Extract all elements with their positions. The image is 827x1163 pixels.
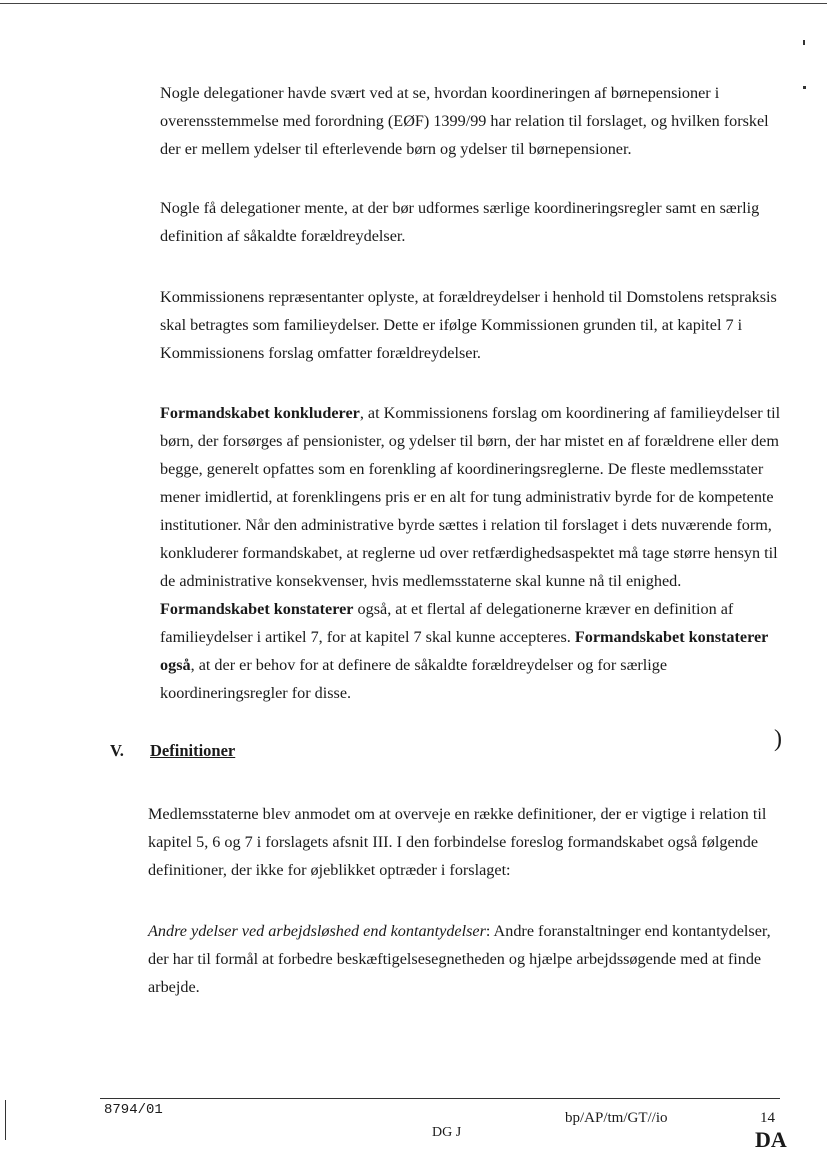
paragraph-6-definition xyxy=(148,917,788,1001)
footer-rule xyxy=(100,1098,780,1099)
paragraph-3: Kommissionens repræsentanter oplyste, at forældreydelser i henhold til Domstolens retspraksis skal betragtes som familieydelser. Dette er ifølge Kommissionen grunden til, at kapitel 7 i Kommissionens forslag omfatter forældreydelser. xyxy=(160,288,777,362)
text-segment: også, at et flertal af delegationerne kræver en definition af familieydelser i artikel 7, for at kapitel 7 skal kunne accepteres. xyxy=(160,600,734,646)
text-segment: , at der er behov for at definere de såkaldte forældreydelser og for særlige koordineringsregler for disse. xyxy=(160,656,668,702)
scan-mark xyxy=(803,86,806,89)
bold-statement: Formandskabet konstaterer også xyxy=(160,628,769,674)
footer-dg: DG J xyxy=(432,1125,462,1140)
scan-mark xyxy=(5,1100,6,1140)
definition-term: Andre ydelser ved arbejdsløshed end kontantydelser xyxy=(148,922,486,940)
paragraph-2: Nogle få delegationer mente, at der bør udformes særlige koordineringsregler samt en særlig definition af såkaldte forældreydelser. xyxy=(160,199,760,245)
text-segment: , at Kommissionens forslag om koordinering af familieydelser til børn, der forsørges af pensionister, og ydelser til børn, der har mistet en af forældrene eller dem begge, generelt opfattes som en forenkling af koordineringsreglerne. De fleste medlemsstater mener imidlertid, at forenklingens pris er en alt for tung administrativ byrde for de kompetente institutioner. Når den administrative byrde sættes i relation til forslaget i dets nuværende form, konkluderer formandskabet, at reglerne ud over retfærdighedsaspektet må tage større hensyn til de administrative konsekvenser, hvis medlemsstaterne skal kunne nå til enighed. xyxy=(160,404,781,590)
footer-language: DA xyxy=(755,1127,787,1152)
footer-page-number: 14 xyxy=(760,1110,775,1126)
bold-statement: Formandskabet konstaterer xyxy=(160,600,354,618)
top-rule xyxy=(0,3,827,4)
paragraph-5: Medlemsstaterne blev anmodet om at overveje en række definitioner, der er vigtige i relation til kapitel 5, 6 og 7 i forslagets afsnit III. I den forbindelse foreslog formandskabet også følgende definitioner, der ikke for øjeblikket optræder i forslaget: xyxy=(148,805,767,879)
margin-mark: ) xyxy=(774,726,782,752)
scan-mark xyxy=(803,40,805,45)
section-title: Definitioner xyxy=(150,741,236,760)
paragraph-1: Nogle delegationer havde svært ved at se, hvordan koordineringen af børnepensioner i overensstemmelse med forordning (EØF) 1399/99 har relation til forslaget, og hvilken forskel der er mellem ydelser til efterlevende børn og ydelser til børnepensioner. xyxy=(160,84,769,158)
section-number: V. xyxy=(110,741,124,760)
definition-text: : Andre foranstaltninger end kontantydelser, der har til formål at forbedre beskæftigelsesegnetheden og hjælpe arbejdssøgende med at finde arbejde. xyxy=(148,922,771,996)
bold-lead: Formandskabet konkluderer xyxy=(160,404,360,422)
footer-reference: bp/AP/tm/GT//io xyxy=(565,1110,668,1126)
paragraph-4-conclusion xyxy=(160,399,790,707)
footer-doc-number: 8794/01 xyxy=(104,1102,163,1118)
